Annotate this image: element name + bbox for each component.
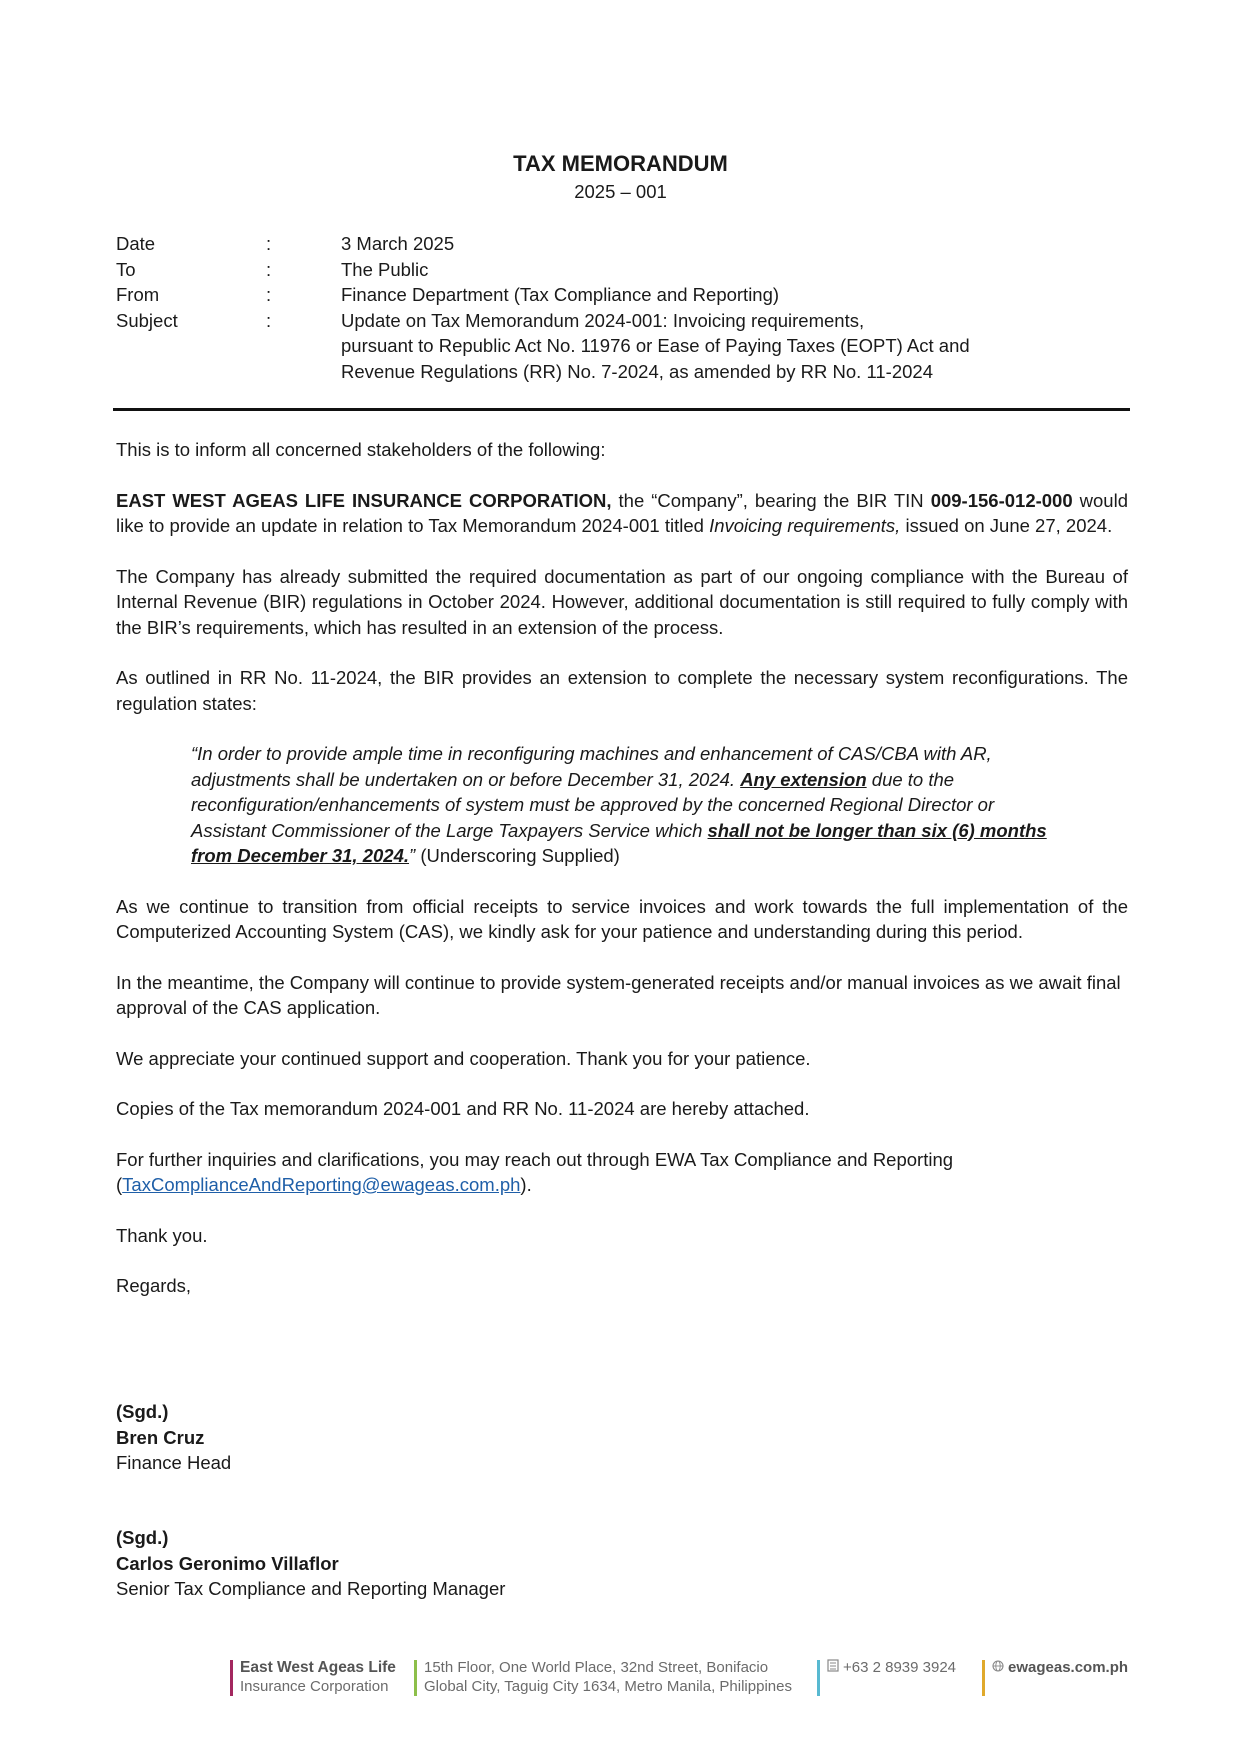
regulation-quote: “In order to provide ample time in reconfiguring machines and enhancement of CAS/CBA with AR, adjustments shall be undertaken on or before December 31, 2024. Any extension due to the reconfiguration/enhancements of system must be approved by the concerned Regional Director or Assistant Commissioner of the Large Taxpayers Service which shall not be longer than six (6) months from December 31, 2024.” (Underscoring Supplied) (191, 743, 1047, 866)
signatory-block (116, 1525, 716, 1602)
date-label: Date (116, 233, 156, 254)
header-divider (113, 408, 1130, 411)
signed-mark: (Sgd.) (116, 1527, 169, 1548)
subject-row (116, 308, 1046, 385)
address-line: Global City, Taguig City 1634, Metro Manila, Philippines (424, 1678, 792, 1695)
extension-paragraph: As outlined in RR No. 11-2024, the BIR provides an extension to complete the necessary system reconfigurations. The regulation states: (116, 667, 1128, 714)
globe-icon (992, 1658, 1004, 1677)
subject-line: pursuant to Republic Act No. 11976 or Ease of Paying Taxes (EOPT) Act and (341, 335, 970, 356)
email-link[interactable]: TaxComplianceAndReporting@ewageas.com.ph (122, 1174, 521, 1195)
signatory-name: Bren Cruz (116, 1426, 205, 1448)
subject-value (341, 308, 1046, 385)
underscored-text: Any extension (740, 768, 867, 790)
quote-note: (Underscoring Supplied) (415, 845, 620, 866)
intro-paragraph: This is to inform all concerned stakeholders of the following: (116, 439, 606, 460)
memo-title-reference: Invoicing requirements, (709, 515, 901, 536)
date-row (116, 231, 1046, 257)
from-row (116, 282, 1046, 308)
accent-bar (414, 1660, 417, 1696)
transition-paragraph: As we continue to transition from official receipts to service invoices and work towards the full implementation of the Computerized Accounting System (CAS), we kindly ask for your patience and understanding during this period. (116, 895, 1128, 942)
footer-website-link[interactable]: ewageas.com.ph (1008, 1659, 1129, 1676)
to-row (116, 257, 1046, 283)
phone-icon (827, 1658, 839, 1677)
signed-mark: (Sgd.) (116, 1401, 169, 1422)
memo-header-fields (116, 231, 1046, 384)
memo-number: 2025 – 001 (574, 181, 667, 202)
footer-phone-number: +63 2 8939 3924 (843, 1659, 957, 1676)
inquiries-paragraph: For further inquiries and clarifications, you may reach out through EWA Tax Compliance and Reporting (TaxComplianceAndReporting@ewageas.com.ph). (116, 1148, 954, 1195)
attachments-paragraph: Copies of the Tax memorandum 2024-001 and RR No. 11-2024 are hereby attached. (116, 1098, 810, 1119)
accent-bar (817, 1660, 820, 1696)
address-line: 15th Floor, One World Place, 32nd Street, Bonifacio (424, 1659, 769, 1676)
subject-line: Revenue Regulations (RR) No. 7-2024, as amended by RR No. 11-2024 (341, 360, 933, 382)
letterhead-footer (0, 1658, 1241, 1708)
footer-address (414, 1658, 792, 1696)
accent-bar (982, 1660, 985, 1696)
to-value: The Public (341, 258, 429, 280)
underscored-text: shall not be longer than six (6) months from December 31, 2024. (191, 819, 1047, 866)
signatory-block (116, 1399, 716, 1476)
signatory-position: Finance Head (116, 1452, 232, 1473)
from-label: From (116, 284, 160, 305)
to-label: To (116, 258, 136, 280)
documentation-paragraph: The Company has already submitted the required documentation as part of our ongoing compliance with the Bureau of Internal Revenue (BIR) regulations in October 2024. However, additional documentation is still required to fully comply with the BIR’s requirements, which has resulted in an extension of the process. (116, 565, 1128, 638)
memo-body (116, 437, 1128, 1324)
meantime-paragraph: In the meantime, the Company will continue to provide system-generated receipts and/or manual invoices as we await final approval of the CAS application. (116, 971, 1121, 1018)
memo-title: TAX MEMORANDUM (513, 151, 728, 176)
subject-label: Subject (116, 309, 178, 331)
colon: : (266, 258, 272, 280)
subject-line: Update on Tax Memorandum 2024-001: Invoicing requirements, (341, 309, 865, 331)
from-value: Finance Department (Tax Compliance and Reporting) (341, 284, 780, 305)
footer-phone (817, 1658, 956, 1677)
accent-bar (230, 1660, 233, 1696)
tin-number: 009-156-012-000 (930, 489, 1073, 511)
regards-line: Regards, (116, 1275, 192, 1296)
date-value: 3 March 2025 (341, 233, 455, 254)
appreciation-paragraph: We appreciate your continued support and cooperation. Thank you for your patience. (116, 1047, 811, 1069)
signatory-name: Carlos Geronimo Villaflor (116, 1552, 339, 1574)
footer-company-suffix: Insurance Corporation (240, 1678, 389, 1695)
colon: : (266, 284, 272, 305)
company-name: EAST WEST AGEAS LIFE INSURANCE CORPORATION, (116, 489, 612, 511)
footer-company-name: East West Ageas Life (240, 1659, 396, 1676)
signatory-position: Senior Tax Compliance and Reporting Manager (116, 1578, 506, 1599)
footer-website (982, 1658, 1128, 1677)
colon: : (266, 309, 272, 331)
colon: : (266, 233, 272, 254)
company-paragraph: EAST WEST AGEAS LIFE INSURANCE CORPORATION, the “Company”, bearing the BIR TIN 009-156-012-000 would like to provide an update in relation to Tax Memorandum 2024-001 titled Invoicing requirements, issued on June 27, 2024. (116, 489, 1128, 536)
thanks-line: Thank you. (116, 1224, 208, 1246)
footer-company (230, 1658, 396, 1696)
